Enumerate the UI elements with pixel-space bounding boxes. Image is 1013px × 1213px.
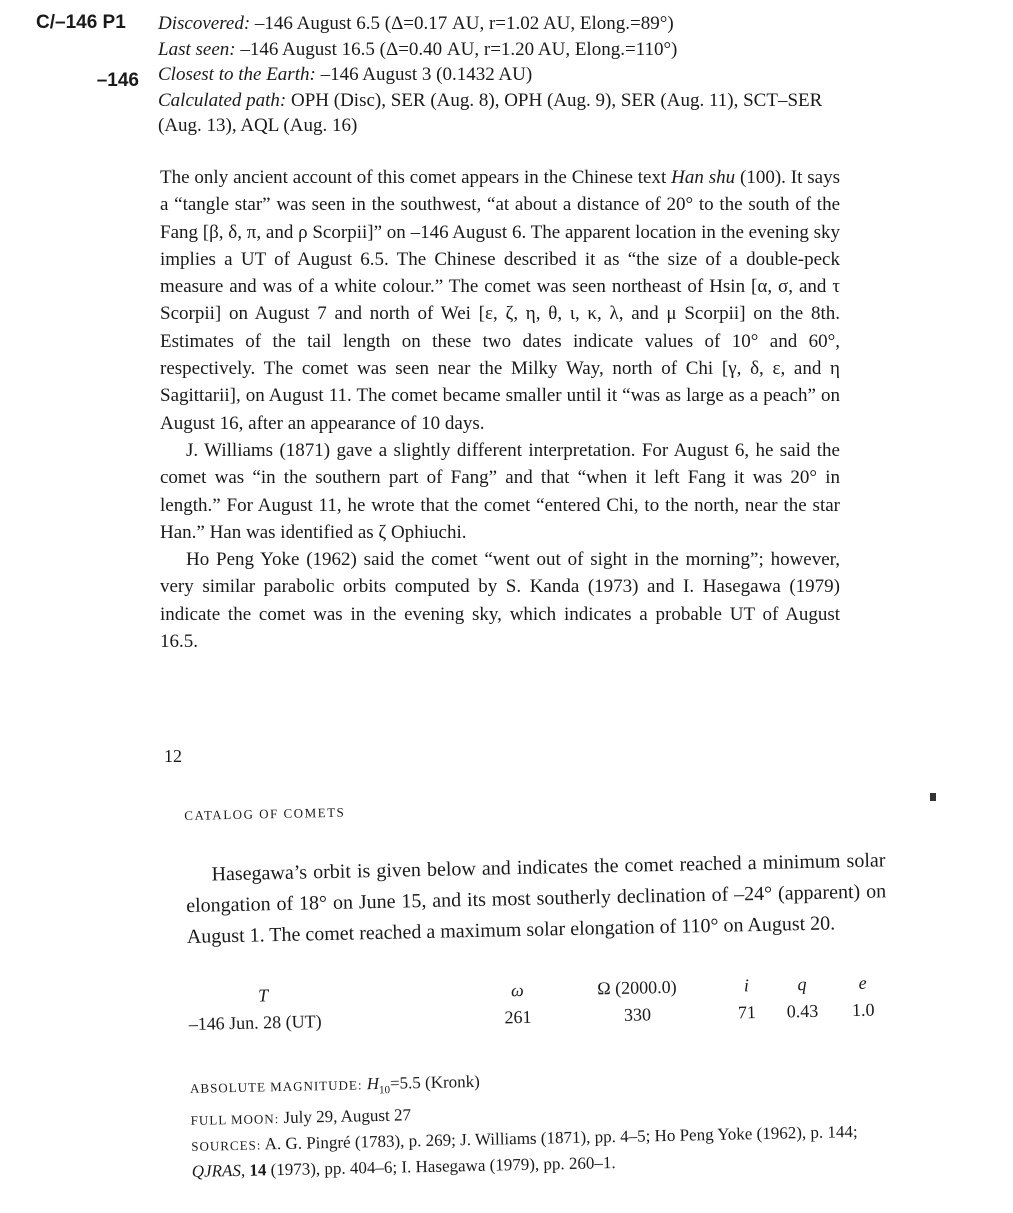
cell-omega: 261 [504,1006,532,1028]
path-line [158,88,838,139]
cell-i: 71 [737,1002,757,1023]
orbit-table [188,972,889,1035]
path-label: Calculated path: [158,89,287,111]
closest-line [158,62,858,88]
closest-label: Closest to the Earth: [158,64,316,85]
absolute-magnitude-value: =5.5 (Kronk) [389,1071,481,1093]
sources-label: SOURCES: [191,1137,262,1155]
sources-journal: QJRAS [191,1161,242,1182]
cell-q: 0.43 [786,1000,819,1022]
comet-footer [190,1060,892,1184]
comet-year: –146 [96,70,139,91]
paragraph-1-text-b: (100). It says a “tangle star” was seen in the southwest, “at about a distance of 20° to the south of the Fang [β, δ, π, and ρ Scorpii]” on –146 August 6. The apparent location in the evening sky implies a UT of August 6.5. The Chinese described it as “the size of a double-peck measure and was of a white colour.” The comet was seen northeast of Hsin [α, σ, and τ Scorpii] on August 7 and north of Wei [ε, ζ, η, θ, ι, κ, λ, and μ Scorpii] on the 8th. Estimates of the tail length on these two dates indicate values of 10° and 60°, respectively. The comet was seen near the Milky Way, north of Chi [γ, δ, ε, and η Sagittarii], on August 11. The comet became smaller until it “was as large as a peach” on August 16, after an appearance of 10 days. [160,167,841,434]
next-page [184,785,892,1184]
sources-text-c: (1973), pp. 404–6; I. Hasegawa (1979), pp. 260–1. [266,1153,616,1180]
path-value: OPH (Disc), SER (Aug. 8), OPH (Aug. 9), SER (Aug. 11), SCT–SER (Aug. 13), AQL (Aug. 16) [158,89,823,136]
absolute-magnitude-label: ABSOLUTE MAGNITUDE: [189,1077,363,1096]
last-seen-value: –146 August 16.5 (Δ=0.40 AU, r=1.20 AU, Elong.=110°) [235,38,678,60]
sources-volume: 14 [249,1160,267,1181]
header-node: Ω (2000.0) [597,976,677,999]
comet-description [160,164,840,655]
header-T: T [257,985,269,1006]
paragraph-3: Ho Peng Yoke (1962) said the comet “went out of sight in the morning”; however, very similar parabolic orbits computed by S. Kanda (1973) and I. Hasegawa (1979) indicate the comet was in the evening sky, which indicates a probable UT of August 16.5. [160,549,840,653]
paragraph-1 [160,164,840,437]
header-i: i [743,975,750,996]
discovered-label: Discovered: [158,13,251,34]
discovered-line [158,11,858,37]
discovered-value: –146 August 6.5 (Δ=0.17 AU, r=1.02 AU, Elong.=89°) [250,13,674,34]
sources-text-b: , [240,1161,250,1181]
scan-mark [930,793,936,801]
sources-text-a: A. G. Pingré (1783), p. 269; J. Williams (1871), pp. 4–5; Ho Peng Yoke (1962), p. 144; [261,1122,858,1154]
full-moon-value: July 29, August 27 [279,1105,412,1128]
full-moon-label: FULL MOON: [190,1111,280,1129]
cell-T: –146 Jun. 28 (UT) [188,1011,322,1034]
running-head: CATALOG OF COMETS [184,804,346,823]
comet-metadata [158,11,858,139]
header-omega: ω [510,979,524,1001]
han-shu-title: Han shu [671,167,736,188]
last-seen-line [158,37,858,63]
continuation-paragraph: Hasegawa’s orbit is given below and indicates the comet reached a minimum solar elongation of 18° on June 15, and its most southerly declination of –24° (apparent) on August 1. The comet reached a maximum solar elongation of 110° on August 20. [185,849,887,948]
last-seen-label: Last seen: [158,38,236,60]
cell-node: 330 [623,1004,652,1025]
comet-designation: C/–146 P1 [36,12,126,33]
paragraph-1-text-a: The only ancient account of this comet appears in the Chinese text [160,167,672,188]
magnitude-subscript: 10 [378,1084,391,1097]
closest-value: –146 August 3 (0.1432 AU) [315,64,533,85]
header-e: e [858,972,867,993]
magnitude-symbol: H [366,1073,380,1094]
page-number: 12 [164,746,182,766]
header-q: q [797,974,807,995]
cell-e: 1.0 [851,999,875,1021]
paragraph-2: J. Williams (1871) gave a slightly different interpretation. For August 6, he said the comet was “in the southern part of Fang” and that “when it left Fang it was 20° in length.” For August 11, he wrote that the comet “entered Chi, to the north, near the star Han.” Han was identified as ζ Ophiuchi. [160,439,840,543]
